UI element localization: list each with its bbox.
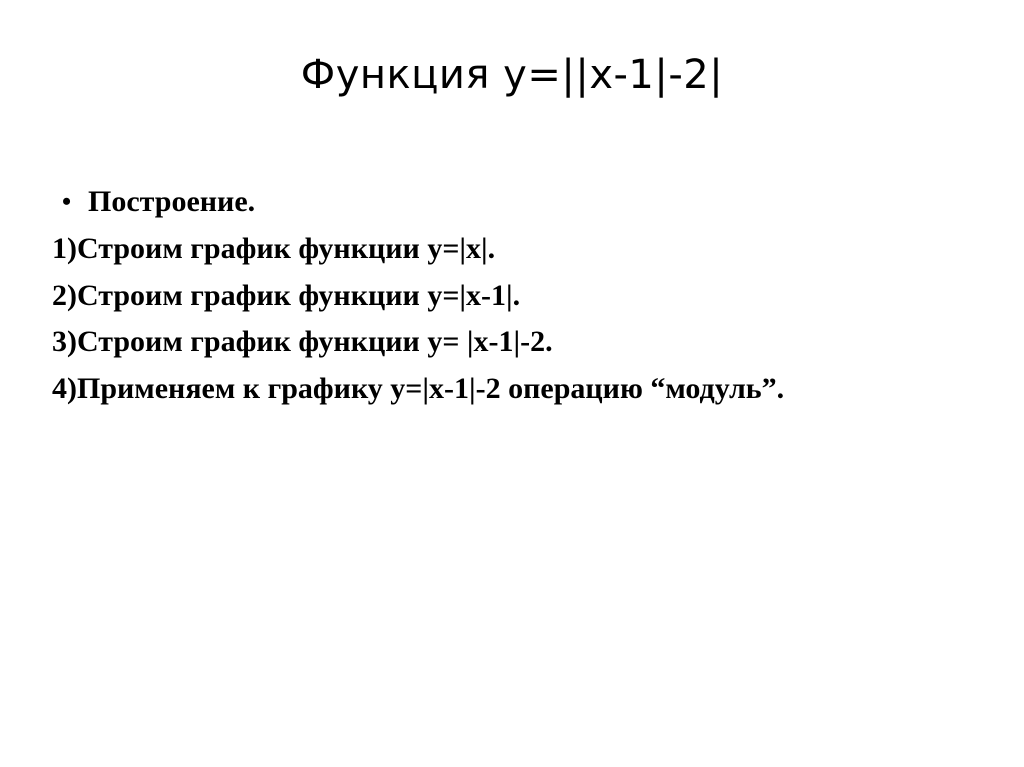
list-item: 4)Применяем к графику y=|x-1|-2 операцию “модуль”. [52,372,785,406]
slide-body [50,182,980,416]
list-item [50,182,980,223]
list-item-label: Построение. [88,185,256,218]
list-item: 1)Строим график функции y=|x|. [52,231,496,265]
bullet-icon: • [62,187,72,216]
list-item: 2)Строим график функции y=|x-1|. [52,278,521,312]
list-item: 3)Строим график функции y= |x-1|-2. [52,325,553,359]
page-title: Функция y=||x-1|-2| [300,52,724,98]
